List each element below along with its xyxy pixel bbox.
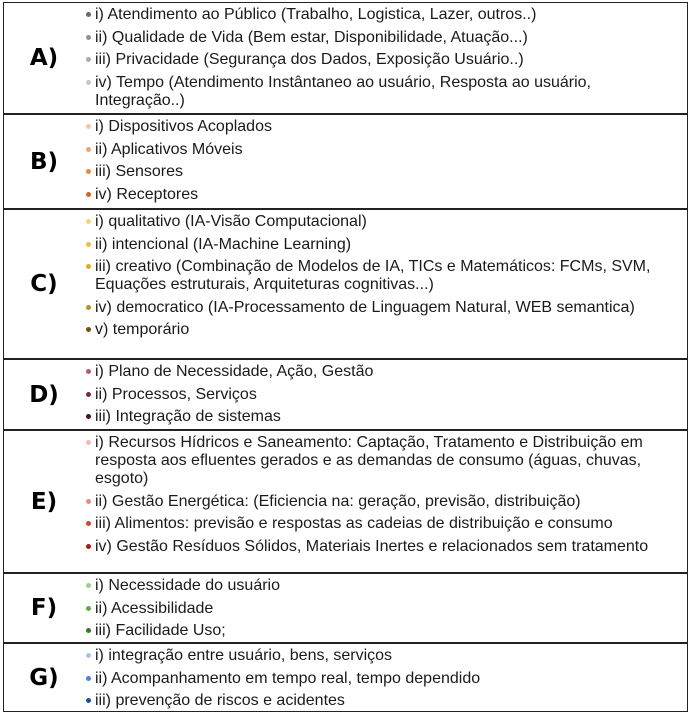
bullet-icon [86,653,91,658]
item-text: i) Necessidade do usuário [95,577,280,594]
list-item [84,622,683,640]
list-item [84,363,683,381]
item-text: iii) Alimentos: previsão e respostas as cadeias de distribuição e consumo [95,515,613,532]
item-text: i) Dispositivos Acoplados [95,118,272,135]
item-text: ii) intencional (IA-Machine Learning) [95,235,352,253]
item-text: iv) Tempo (Atendimento Instântaneo ao usuário, Resposta ao usuário, Integração..) [95,73,591,109]
item-text: i) Plano de Necessidade, Ação, Gestão [95,363,374,380]
bullet-icon [86,414,91,419]
item-list [84,434,683,560]
item-text: iv) democratico (IA-Processamento de Linguagem Natural, WEB semantica) [95,298,635,316]
item-text: ii) Qualidade de Vida (Bem estar, Disponibilidade, Atuação...) [95,28,528,46]
item-text: iii) Sensores [95,163,184,180]
item-text: v) temporário [95,321,190,338]
bullet-icon [86,698,91,703]
list-item [84,163,683,181]
bullet-icon [86,606,91,611]
section-label: B) [29,148,59,175]
list-item [84,118,683,136]
list-item [84,258,683,294]
section-c [3,209,688,359]
bullet-icon [86,440,91,445]
item-text: ii) Acessibilidade [95,599,214,617]
section-label: E) [30,488,58,515]
item-text: iv) Receptores [95,185,199,203]
item-text: iv) Gestão Resíduos Sólidos, Materiais Inertes e relacionados sem tratamento [95,537,649,555]
list-item [84,408,683,426]
bullet-icon [86,521,91,526]
item-text: ii) Processos, Serviços [95,385,257,403]
section-label: A) [29,45,59,71]
item-text: ii) Gestão Energética: (Eficiencia na: geração, previsão, distribuição) [95,492,581,510]
bullet-icon [86,169,91,174]
item-list [84,363,683,431]
bullet-icon [86,676,91,681]
section-a [3,2,688,114]
section-g [3,643,688,712]
bullet-icon [86,12,91,17]
bullet-icon [86,192,91,197]
item-list [84,118,683,208]
list-item [84,74,683,110]
item-text: iii) Integração de sistemas [95,408,281,425]
item-text: iii) prevenção de riscos e acidentes [95,692,345,709]
list-item [84,600,683,618]
item-text: ii) Aplicativos Móveis [95,140,243,158]
section-label: F) [30,595,58,621]
list-item [84,6,683,24]
list-item [84,236,683,254]
list-item [84,577,683,595]
bullet-icon [86,80,91,85]
item-list [84,213,683,344]
bullet-icon [86,219,91,224]
list-item [84,515,683,533]
bullet-icon [86,583,91,588]
bullet-icon [86,35,91,40]
item-text: iii) creativo (Combinação de Modelos de IA, TICs e Matemáticos: FCMs, SVM, Equações estruturais, Arquiteturas cognitivas...) [95,258,651,293]
bullet-icon [86,147,91,152]
list-item [84,321,683,339]
item-text: ii) Acompanhamento em tempo real, tempo dependido [95,669,481,687]
section-d [3,359,688,430]
bullet-icon [86,392,91,397]
list-item [84,647,683,665]
bullet-icon [86,305,91,310]
item-list [84,577,683,645]
bullet-icon [86,264,91,269]
section-label: D) [29,381,59,408]
list-item [84,299,683,317]
item-text: i) Recursos Hídricos e Saneamento: Captação, Tratamento e Distribuição em resposta aos efluentes gerados e as demandas de consumo (águas, chuvas, esgoto) [95,434,643,487]
item-text: i) Atendimento ao Público (Trabalho, Logistica, Lazer, outros..) [95,6,537,23]
list-item [84,51,683,69]
bullet-icon [86,499,91,504]
bullet-icon [86,544,91,549]
bullet-icon [86,242,91,247]
list-item [84,141,683,159]
item-text: iii) Privacidade (Segurança dos Dados, Exposição Usuário..) [95,51,524,68]
list-item [84,186,683,204]
section-f [3,573,688,643]
bullet-icon [86,327,91,332]
section-label: C) [30,271,58,297]
list-item [84,29,683,47]
list-item [84,434,683,488]
item-list [84,6,683,114]
item-text: i) qualitativo (IA-Visão Computacional) [95,213,367,230]
item-text: i) integração entre usuário, bens, serviços [95,647,393,664]
bullet-icon [86,369,91,374]
list-item [84,386,683,404]
item-text: iii) Facilidade Uso; [95,622,226,639]
bullet-icon [86,628,91,633]
bullet-icon [86,57,91,62]
list-item [84,213,683,231]
section-e [3,430,688,573]
list-item [84,670,683,688]
item-list [84,647,683,715]
section-label: G) [29,664,59,691]
section-b [3,114,688,209]
bullet-icon [86,124,91,129]
list-item [84,538,683,556]
list-item [84,692,683,710]
list-item [84,493,683,511]
